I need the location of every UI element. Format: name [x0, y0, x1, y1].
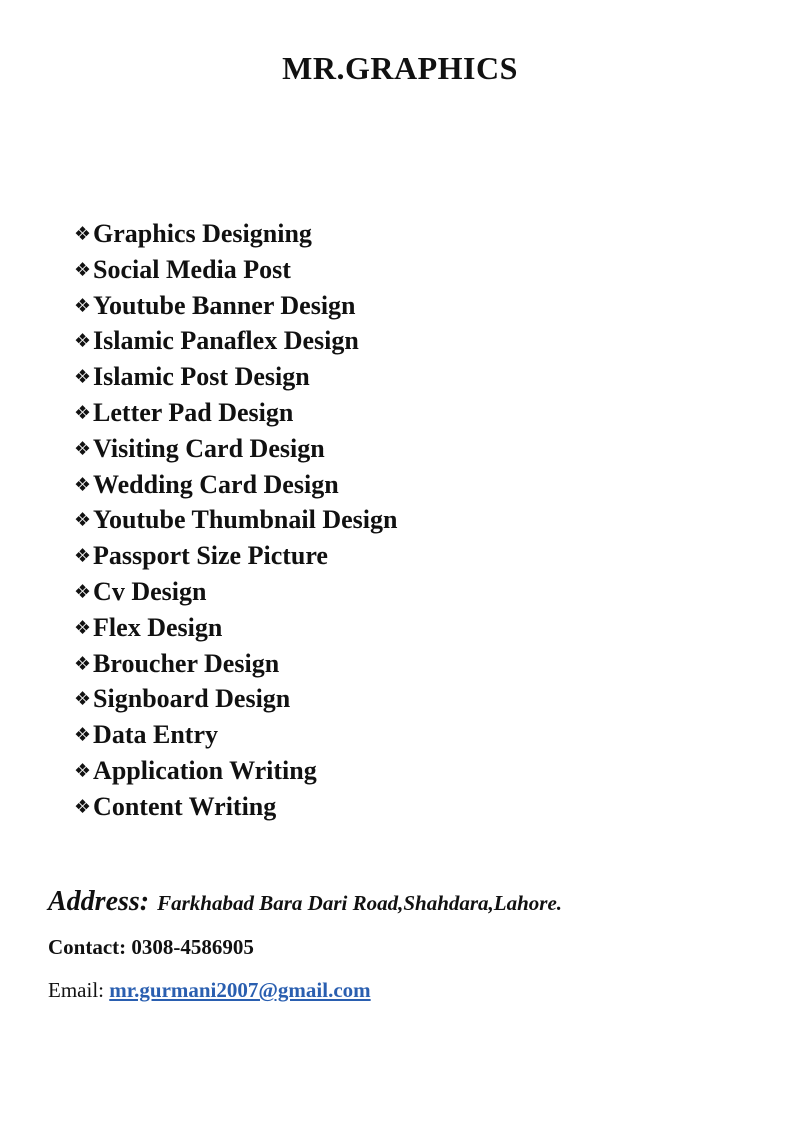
- service-item: [74, 395, 397, 431]
- service-label: Letter Pad Design: [93, 397, 294, 427]
- service-item: [74, 753, 397, 789]
- service-label: Data Entry: [93, 720, 218, 750]
- service-label: Youtube Banner Design: [93, 290, 356, 320]
- diamond-bullet-icon: ❖: [74, 223, 92, 245]
- service-label: Broucher Design: [93, 648, 280, 678]
- service-label: Social Media Post: [93, 254, 291, 284]
- diamond-bullet-icon: ❖: [74, 509, 92, 532]
- service-item: [74, 646, 397, 682]
- diamond-bullet-icon: ❖: [74, 294, 92, 317]
- diamond-bullet-icon: ❖: [74, 616, 92, 639]
- service-item: [74, 216, 397, 252]
- diamond-bullet-icon: ❖: [74, 545, 92, 568]
- service-item: [74, 789, 397, 825]
- service-item: [74, 610, 397, 646]
- diamond-bullet-icon: ❖: [74, 401, 92, 424]
- address-line: [48, 886, 562, 918]
- service-label: Flex Design: [93, 612, 223, 642]
- service-item: [74, 717, 397, 753]
- email-line: [48, 978, 371, 1003]
- service-item: [74, 252, 397, 288]
- page-title: MR.GRAPHICS: [282, 50, 518, 86]
- diamond-bullet-icon: ❖: [74, 688, 92, 711]
- service-label: Islamic Panaflex Design: [93, 326, 359, 356]
- services-list: [74, 216, 397, 825]
- diamond-bullet-icon: ❖: [74, 437, 92, 460]
- service-item: [74, 323, 397, 359]
- address-label: Address:: [48, 886, 150, 917]
- diamond-bullet-icon: ❖: [74, 795, 92, 818]
- service-item: [74, 288, 397, 324]
- service-label: Signboard Design: [93, 684, 291, 714]
- service-item: [74, 681, 397, 717]
- service-item: [74, 431, 397, 467]
- diamond-bullet-icon: ❖: [74, 580, 92, 603]
- service-item: [74, 359, 397, 395]
- diamond-bullet-icon: ❖: [74, 473, 92, 496]
- service-label: Wedding Card Design: [93, 469, 339, 499]
- service-label: Cv Design: [93, 576, 207, 606]
- diamond-bullet-icon: ❖: [74, 330, 92, 353]
- service-item: [74, 574, 397, 610]
- contact-label: Contact:: [48, 935, 127, 959]
- email-label: Email:: [48, 978, 104, 1002]
- service-item: [74, 502, 397, 538]
- diamond-bullet-icon: ❖: [74, 366, 92, 389]
- diamond-bullet-icon: ❖: [74, 759, 92, 782]
- service-item: [74, 467, 397, 503]
- service-label: Youtube Thumbnail Design: [93, 505, 398, 535]
- service-label: Visiting Card Design: [93, 433, 325, 463]
- diamond-bullet-icon: ❖: [74, 724, 92, 747]
- diamond-bullet-icon: ❖: [74, 258, 92, 281]
- service-label: Application Writing: [93, 755, 317, 785]
- service-item: [74, 538, 397, 574]
- email-link[interactable]: mr.gurmani2007@gmail.com: [109, 978, 371, 1002]
- service-label: Islamic Post Design: [93, 362, 310, 392]
- contact-phone: 0308-4586905: [131, 935, 254, 959]
- contact-line: [48, 935, 254, 960]
- service-label: Content Writing: [93, 791, 277, 821]
- service-label: Graphics Designing: [93, 219, 312, 248]
- service-label: Passport Size Picture: [93, 541, 328, 571]
- address-value: Farkhabad Bara Dari Road,Shahdara,Lahore.: [157, 891, 563, 915]
- diamond-bullet-icon: ❖: [74, 652, 92, 675]
